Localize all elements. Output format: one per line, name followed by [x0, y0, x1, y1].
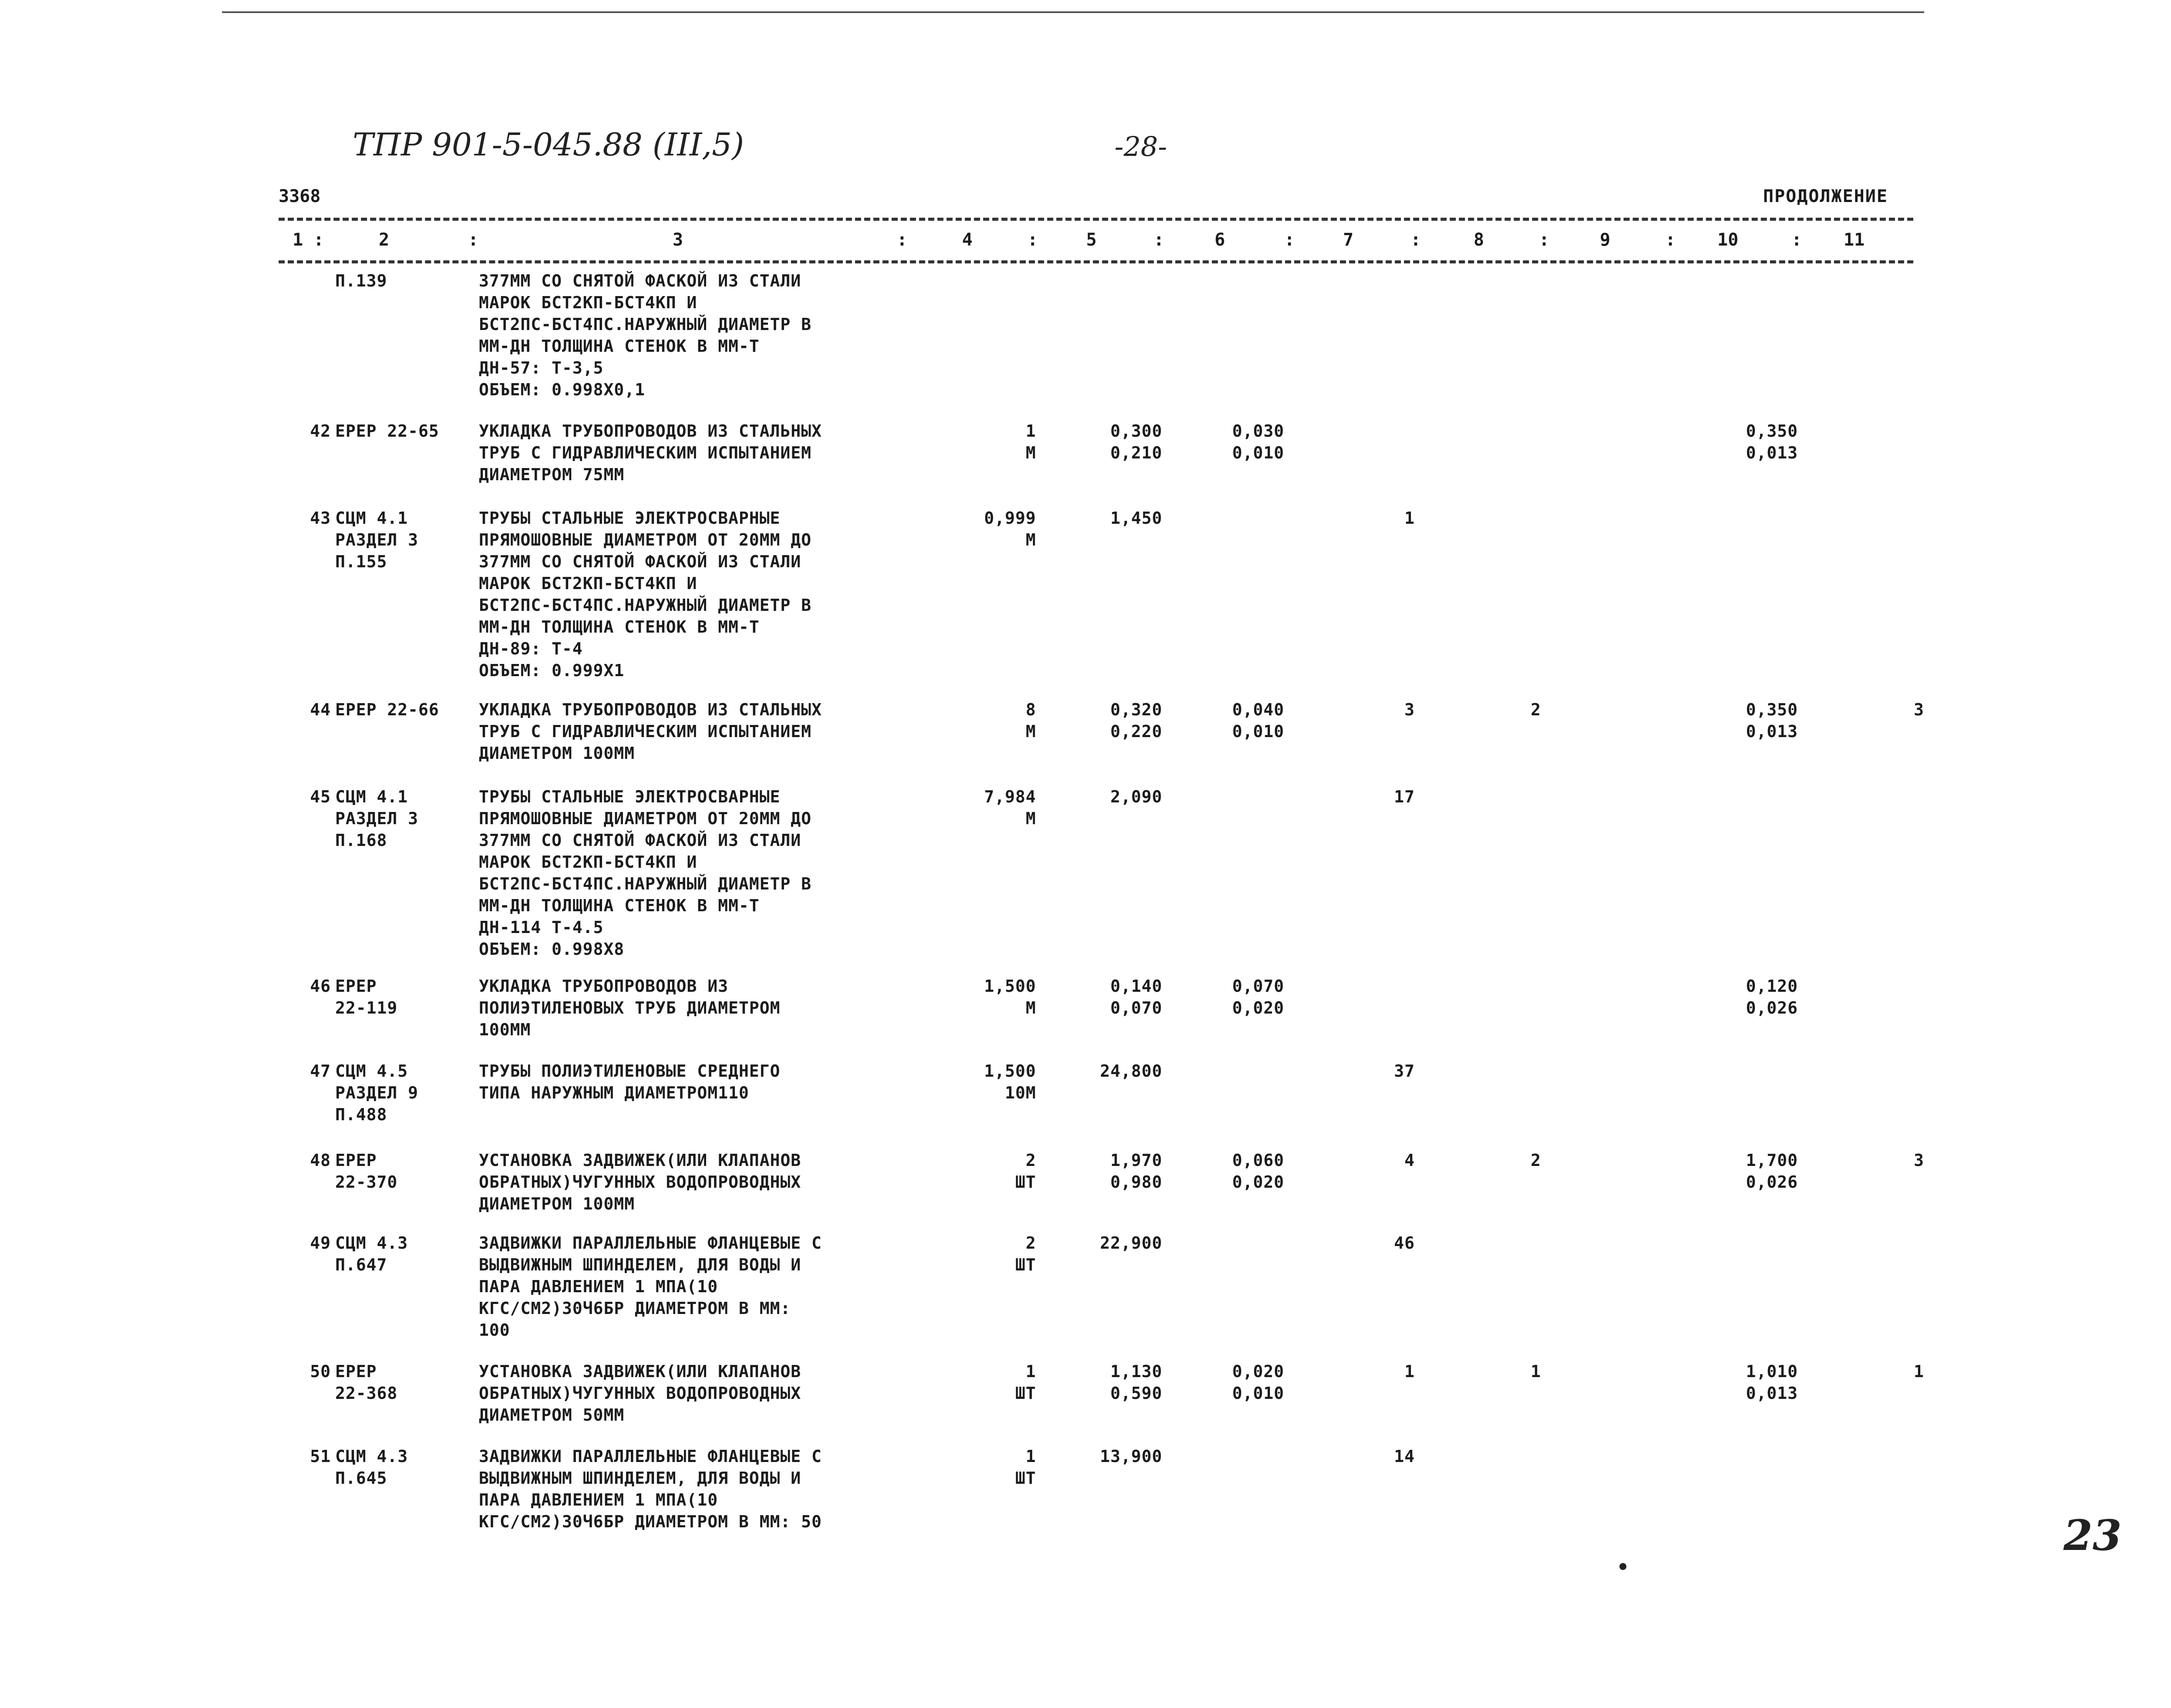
quantity-cell: [949, 1149, 1036, 1193]
value-col-7: 17: [1394, 787, 1415, 806]
work-description-line: ЗАДВИЖКИ ПАРАЛЛЕЛЬНЫЕ ФЛАНЦЕВЫЕ С: [479, 1447, 822, 1466]
work-description-line: ОБЪЕМ: 0.998Х8: [479, 940, 625, 959]
quantity-cell-line: ШТ: [1015, 1384, 1036, 1403]
quantity-cell-line: М: [1026, 443, 1036, 462]
reference-code: [335, 786, 466, 851]
column-header-3: 3: [673, 230, 683, 250]
reference-code: [335, 699, 466, 721]
reference-code: [335, 975, 466, 1019]
value-col-6-line: 0,020: [1232, 1362, 1284, 1381]
work-description-line: УСТАНОВКА ЗАДВИЖЕК(ИЛИ КЛАПАНОВ: [479, 1151, 801, 1170]
row-number: 42: [310, 421, 331, 441]
quantity-cell-line: 1: [1026, 421, 1036, 441]
work-description-line: ПРЯМОШОВНЫЕ ДИАМЕТРОМ ОТ 20ММ ДО: [479, 809, 812, 828]
work-description-line: ПРЯМОШОВНЫЕ ДИАМЕТРОМ ОТ 20ММ ДО: [479, 530, 812, 549]
reference-code-line: СЦМ 4.1: [335, 509, 408, 528]
reference-code-line: ЕРЕР: [335, 1151, 377, 1170]
work-description-line: 100ММ: [479, 1020, 531, 1039]
work-description: [479, 420, 914, 485]
value-col-11: 3: [1914, 1151, 1924, 1170]
reference-code: [335, 1445, 466, 1489]
reference-code-line: СЦМ 4.5: [335, 1061, 408, 1081]
work-description-line: БСТ2ПС-БСТ4ПС.НАРУЖНЫЙ ДИАМЕТР В: [479, 596, 812, 615]
value-col-5: [1062, 1445, 1162, 1467]
reference-code: [335, 1149, 466, 1193]
work-description: [479, 1445, 914, 1533]
work-description-line: ДИАМЕТРОМ 75ММ: [479, 465, 625, 484]
work-description-line: ММ-ДН ТОЛЩИНА СТЕНОК В ММ-Т: [479, 617, 760, 637]
work-description: [479, 975, 914, 1041]
work-description-line: ПОЛИЭТИЛЕНОВЫХ ТРУБ ДИАМЕТРОМ: [479, 998, 781, 1017]
quantity-cell-line: 2: [1026, 1233, 1036, 1253]
value-col-5: [1062, 420, 1162, 464]
row-number: 51: [310, 1447, 331, 1466]
work-description-line: КГС/СМ2)30Ч6БР ДИАМЕТРОМ В ММ: 50: [479, 1512, 822, 1531]
value-col-5: [1062, 1361, 1162, 1404]
quantity-cell-line: М: [1026, 809, 1036, 828]
work-description-line: УКЛАДКА ТРУБОПРОВОДОВ ИЗ: [479, 977, 729, 996]
column-header-8: 8: [1474, 230, 1484, 250]
row-number: 46: [310, 977, 331, 996]
reference-code-line: П.168: [335, 831, 387, 850]
value-col-6: [1184, 699, 1284, 742]
value-col-10-line: 0,350: [1746, 700, 1798, 719]
value-col-7: 14: [1394, 1447, 1415, 1466]
value-col-7: 1: [1404, 509, 1415, 528]
value-col-7: 3: [1404, 700, 1415, 719]
column-header-10: 10: [1717, 230, 1739, 250]
reference-code-line: ЕРЕР 22-65: [335, 421, 439, 441]
reference-code-line: ЕРЕР 22-66: [335, 700, 439, 719]
column-separator: :: [1539, 230, 1550, 250]
work-description-line: ММ-ДН ТОЛЩИНА СТЕНОК В ММ-Т: [479, 337, 760, 356]
value-col-10: [1698, 975, 1798, 1019]
value-col-10-line: 0,026: [1746, 998, 1798, 1017]
work-description-line: УКЛАДКА ТРУБОПРОВОДОВ ИЗ СТАЛЬНЫХ: [479, 700, 822, 719]
work-description: [479, 1060, 914, 1104]
reference-code-line: СЦМ 4.1: [335, 787, 408, 806]
value-col-8: 2: [1531, 700, 1541, 719]
work-description-line: КГС/СМ2)30Ч6БР ДИАМЕТРОМ В ММ:: [479, 1299, 791, 1318]
reference-code-line: СЦМ 4.3: [335, 1233, 408, 1253]
value-col-11: 1: [1914, 1362, 1924, 1381]
value-col-5: [1062, 1149, 1162, 1193]
row-number: 45: [310, 787, 331, 806]
column-separator: :: [1410, 230, 1421, 250]
column-separator: :: [1027, 230, 1038, 250]
value-col-7: 37: [1394, 1061, 1415, 1081]
quantity-cell-line: 1,500: [984, 977, 1036, 996]
work-description: [479, 1149, 914, 1215]
value-col-10: [1698, 420, 1798, 464]
quantity-cell: [949, 1232, 1036, 1276]
reference-code-line: П.155: [335, 552, 387, 571]
work-description-line: УСТАНОВКА ЗАДВИЖЕК(ИЛИ КЛАПАНОВ: [479, 1362, 801, 1381]
value-col-10-line: 0,026: [1746, 1172, 1798, 1192]
work-description-line: 100: [479, 1321, 510, 1340]
column-header-1: 1: [293, 230, 303, 250]
value-col-7: 1: [1404, 1362, 1415, 1381]
value-col-6-line: 0,010: [1232, 443, 1284, 462]
reference-code-line: СЦМ 4.3: [335, 1447, 408, 1466]
quantity-cell: [949, 507, 1036, 551]
work-description-line: 377ММ СО СНЯТОЙ ФАСКОЙ ИЗ СТАЛИ: [479, 831, 801, 850]
work-description-line: ТРУБ С ГИДРАВЛИЧЕСКИМ ИСПЫТАНИЕМ: [479, 443, 812, 462]
work-description-line: ВЫДВИЖНЫМ ШПИНДЕЛЕМ, ДЛЯ ВОДЫ И: [479, 1255, 801, 1274]
reference-code-line: 22-370: [335, 1172, 398, 1192]
value-col-10: [1698, 699, 1798, 742]
work-description-line: 377ММ СО СНЯТОЙ ФАСКОЙ ИЗ СТАЛИ: [479, 271, 801, 290]
work-description: [479, 270, 914, 401]
value-col-10: [1698, 1361, 1798, 1404]
reference-code-line: ЕРЕР: [335, 977, 377, 996]
work-description-line: ПАРА ДАВЛЕНИЕМ 1 МПА(10: [479, 1277, 718, 1296]
row-number: 49: [310, 1233, 331, 1253]
value-col-7: 46: [1394, 1233, 1415, 1253]
value-col-6: [1184, 1149, 1284, 1193]
work-description-line: УКЛАДКА ТРУБОПРОВОДОВ ИЗ СТАЛЬНЫХ: [479, 421, 822, 441]
value-col-5-line: 0,220: [1110, 722, 1162, 741]
value-col-6-line: 0,070: [1232, 977, 1284, 996]
quantity-cell: [949, 786, 1036, 829]
reference-code: [335, 1361, 466, 1404]
document-code: ТПР 901-5-045.88 (III,5): [353, 126, 744, 163]
work-description: [479, 699, 914, 764]
work-description-line: МАРОК БСТ2КП-БСТ4КП И: [479, 574, 697, 593]
work-description-line: БСТ2ПС-БСТ4ПС.НАРУЖНЫЙ ДИАМЕТР В: [479, 874, 812, 893]
reference-code: [335, 1060, 466, 1125]
row-number: 43: [310, 509, 331, 528]
value-col-5-line: 0,300: [1110, 421, 1162, 441]
work-description-line: ММ-ДН ТОЛЩИНА СТЕНОК В ММ-Т: [479, 896, 760, 915]
column-header-6: 6: [1215, 230, 1225, 250]
row-number: 50: [310, 1362, 331, 1381]
value-col-10-line: 0,120: [1746, 977, 1798, 996]
reference-code-line: РАЗДЕЛ 9: [335, 1083, 419, 1102]
row-number: 48: [310, 1151, 331, 1170]
value-col-5: [1062, 1060, 1162, 1082]
reference-code: [335, 420, 466, 442]
work-description-line: ОБЪЕМ: 0.998Х0,1: [479, 380, 646, 399]
quantity-cell: [949, 420, 1036, 464]
reference-code: [335, 1232, 466, 1276]
value-col-6: [1184, 420, 1284, 464]
work-description-line: ОБЪЕМ: 0.999Х1: [479, 661, 625, 680]
work-description-line: ОБРАТНЫХ)ЧУГУННЫХ ВОДОПРОВОДНЫХ: [479, 1384, 801, 1403]
quantity-cell-line: 2: [1026, 1151, 1036, 1170]
work-description: [479, 507, 914, 681]
quantity-cell-line: 10М: [1005, 1083, 1036, 1102]
column-header-7: 7: [1343, 230, 1354, 250]
work-description-line: ДН-57: Т-3,5: [479, 358, 604, 377]
quantity-cell-line: М: [1026, 530, 1036, 549]
quantity-cell-line: ШТ: [1015, 1172, 1036, 1192]
column-header-2: 2: [379, 230, 390, 250]
quantity-cell-line: 1,500: [984, 1061, 1036, 1081]
reference-code-line: П.645: [335, 1469, 387, 1488]
quantity-cell-line: ШТ: [1015, 1469, 1036, 1488]
reference-code-line: РАЗДЕЛ 3: [335, 530, 419, 549]
value-col-10-line: 0,013: [1746, 722, 1798, 741]
work-description-line: ДИАМЕТРОМ 100ММ: [479, 744, 635, 763]
reference-code-line: ЕРЕР: [335, 1362, 377, 1381]
value-col-10: [1698, 1149, 1798, 1193]
value-col-10-line: 1,010: [1746, 1362, 1798, 1381]
work-description-line: 377ММ СО СНЯТОЙ ФАСКОЙ ИЗ СТАЛИ: [479, 552, 801, 571]
value-col-5-line: 0,210: [1110, 443, 1162, 462]
quantity-cell-line: ШТ: [1015, 1255, 1036, 1274]
value-col-5-line: 1,970: [1110, 1151, 1162, 1170]
value-col-6: [1184, 975, 1284, 1019]
column-header-9: 9: [1600, 230, 1611, 250]
work-description-line: ДИАМЕТРОМ 100ММ: [479, 1194, 635, 1213]
value-col-5-line: 0,590: [1110, 1384, 1162, 1403]
work-description: [479, 1361, 914, 1426]
value-col-5: [1062, 507, 1162, 529]
value-col-5: [1062, 975, 1162, 1019]
column-separator: :: [1284, 230, 1295, 250]
column-separator: :: [897, 230, 908, 250]
value-col-5-line: 2,090: [1110, 787, 1162, 806]
value-col-6-line: 0,030: [1232, 421, 1284, 441]
column-separator: :: [313, 230, 324, 250]
value-col-6-line: 0,040: [1232, 700, 1284, 719]
page-number: -28-: [1114, 131, 1167, 162]
value-col-6-line: 0,020: [1232, 998, 1284, 1017]
corner-page-mark: 23: [2063, 1511, 2122, 1560]
work-description: [479, 786, 914, 960]
value-col-5-line: 22,900: [1100, 1233, 1162, 1253]
row-number: 47: [310, 1061, 331, 1081]
work-description-line: ТРУБ С ГИДРАВЛИЧЕСКИМ ИСПЫТАНИЕМ: [479, 722, 812, 741]
value-col-7: 4: [1404, 1151, 1415, 1170]
work-description-line: ДИАМЕТРОМ 50ММ: [479, 1405, 625, 1425]
reference-code: [335, 270, 466, 292]
column-separator: :: [1665, 230, 1676, 250]
column-header-4: 4: [962, 230, 973, 250]
value-col-5: [1062, 786, 1162, 808]
value-col-6: [1184, 1361, 1284, 1404]
column-header-5: 5: [1086, 230, 1097, 250]
continuation-label: ПРОДОЛЖЕНИЕ: [1763, 186, 1888, 206]
value-col-6-line: 0,020: [1232, 1172, 1284, 1192]
quantity-cell: [949, 975, 1036, 1019]
value-col-5-line: 13,900: [1100, 1447, 1162, 1466]
value-col-5-line: 24,800: [1100, 1061, 1162, 1081]
work-description-line: МАРОК БСТ2КП-БСТ4КП И: [479, 293, 697, 312]
reference-code-line: 22-119: [335, 998, 398, 1017]
quantity-cell: [949, 1361, 1036, 1404]
ink-dot: [1619, 1563, 1626, 1570]
work-description-line: МАРОК БСТ2КП-БСТ4КП И: [479, 852, 697, 872]
value-col-6-line: 0,010: [1232, 722, 1284, 741]
work-description-line: ТРУБЫ СТАЛЬНЫЕ ЭЛЕКТРОСВАРНЫЕ: [479, 509, 781, 528]
value-col-10-line: 0,013: [1746, 443, 1798, 462]
work-description-line: ТРУБЫ СТАЛЬНЫЕ ЭЛЕКТРОСВАРНЫЕ: [479, 787, 781, 806]
work-description-line: ДН-89: Т-4: [479, 639, 583, 658]
value-col-5-line: 0,320: [1110, 700, 1162, 719]
value-col-8: 1: [1531, 1362, 1541, 1381]
value-col-10-line: 0,350: [1746, 421, 1798, 441]
value-col-5-line: 0,140: [1110, 977, 1162, 996]
quantity-cell-line: М: [1026, 998, 1036, 1017]
work-description-line: ДН-114 Т-4.5: [479, 918, 604, 937]
value-col-8: 2: [1531, 1151, 1541, 1170]
value-col-10-line: 1,700: [1746, 1151, 1798, 1170]
work-description: [479, 1232, 914, 1341]
reference-code-line: 22-368: [335, 1384, 398, 1403]
quantity-cell-line: 1: [1026, 1447, 1036, 1466]
work-description-line: БСТ2ПС-БСТ4ПС.НАРУЖНЫЙ ДИАМЕТР В: [479, 315, 812, 334]
work-description-line: ОБРАТНЫХ)ЧУГУННЫХ ВОДОПРОВОДНЫХ: [479, 1172, 801, 1192]
value-col-5-line: 0,070: [1110, 998, 1162, 1017]
reference-code-line: П.139: [335, 271, 387, 290]
column-separator: :: [1154, 230, 1165, 250]
quantity-cell-line: 7,984: [984, 787, 1036, 806]
quantity-cell-line: 0,999: [984, 509, 1036, 528]
reference-code-line: П.647: [335, 1255, 387, 1274]
work-description-line: ЗАДВИЖКИ ПАРАЛЛЕЛЬНЫЕ ФЛАНЦЕВЫЕ С: [479, 1233, 822, 1253]
quantity-cell-line: 1: [1026, 1362, 1036, 1381]
work-description-line: ТИПА НАРУЖНЫМ ДИАМЕТРОМ110: [479, 1083, 749, 1102]
value-col-11: 3: [1914, 700, 1924, 719]
column-header-11: 11: [1844, 230, 1865, 250]
quantity-cell: [949, 1445, 1036, 1489]
value-col-10-line: 0,013: [1746, 1384, 1798, 1403]
quantity-cell: [949, 699, 1036, 742]
work-description-line: ВЫДВИЖНЫМ ШПИНДЕЛЕМ, ДЛЯ ВОДЫ И: [479, 1469, 801, 1488]
column-separator: :: [468, 230, 479, 250]
value-col-6-line: 0,010: [1232, 1384, 1284, 1403]
value-col-6-line: 0,060: [1232, 1151, 1284, 1170]
reference-code-line: П.488: [335, 1105, 387, 1124]
reference-code: [335, 507, 466, 573]
value-col-5: [1062, 1232, 1162, 1254]
sheet-number: 3368: [279, 186, 321, 206]
work-description-line: ПАРА ДАВЛЕНИЕМ 1 МПА(10: [479, 1490, 718, 1509]
work-description-line: ТРУБЫ ПОЛИЭТИЛЕНОВЫЕ СРЕДНЕГО: [479, 1061, 781, 1081]
reference-code-line: РАЗДЕЛ 3: [335, 809, 419, 828]
column-separator: :: [1791, 230, 1802, 250]
quantity-cell-line: М: [1026, 722, 1036, 741]
quantity-cell: [949, 1060, 1036, 1104]
value-col-5: [1062, 699, 1162, 742]
value-col-5-line: 1,130: [1110, 1362, 1162, 1381]
value-col-5-line: 1,450: [1110, 509, 1162, 528]
row-number: 44: [310, 700, 331, 719]
quantity-cell-line: 8: [1026, 700, 1036, 719]
value-col-5-line: 0,980: [1110, 1172, 1162, 1192]
